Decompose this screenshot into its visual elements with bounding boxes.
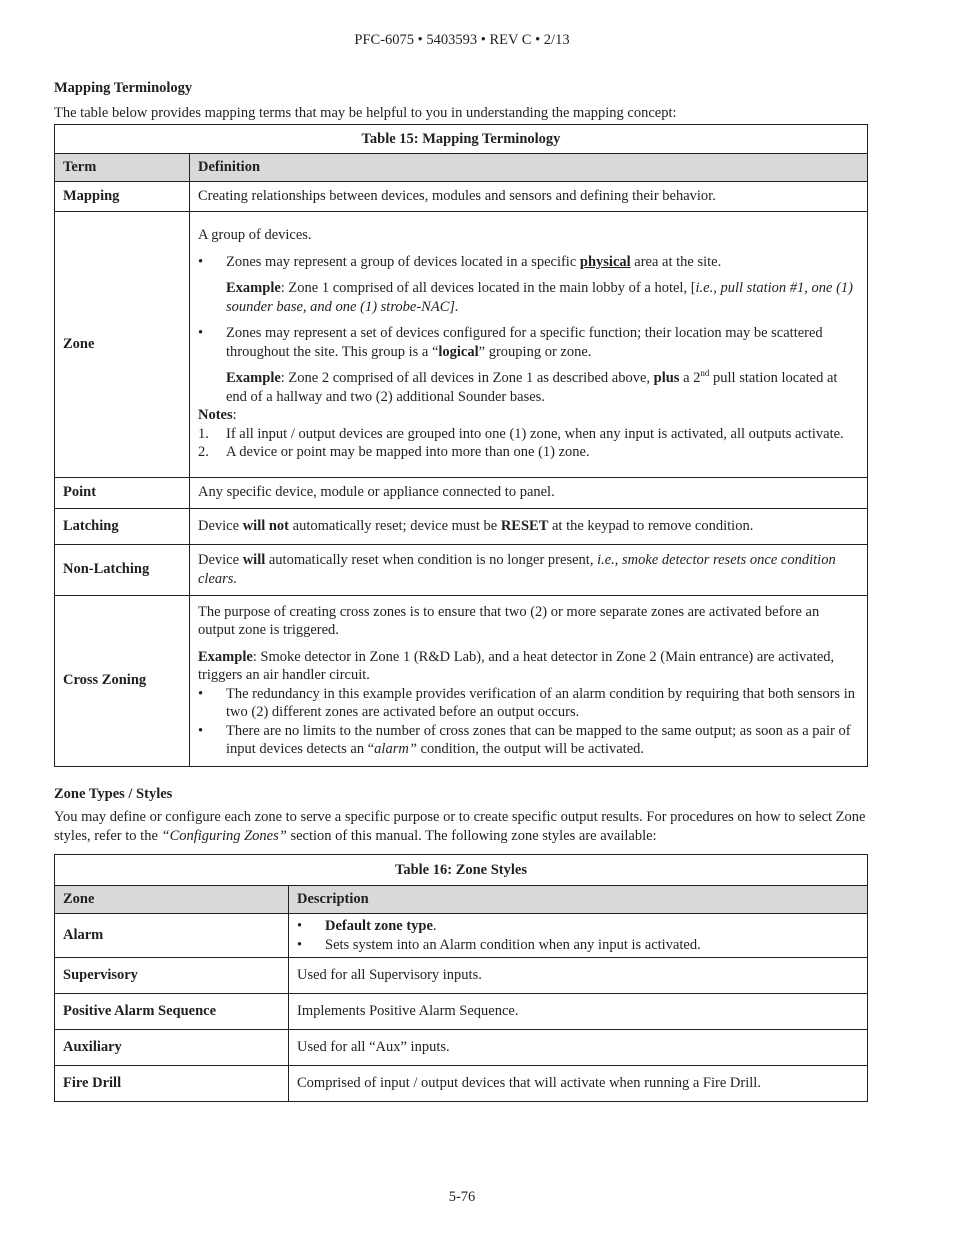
bullet-icon: • xyxy=(198,325,204,342)
table-row-zone xyxy=(55,211,868,477)
zone-alarm: Alarm xyxy=(55,914,289,958)
page-number: 5-76 xyxy=(448,1189,476,1205)
bullet-icon: • xyxy=(198,722,204,739)
table-row-non-latching xyxy=(55,544,868,595)
table-row-latching xyxy=(55,508,868,544)
column-header-zone: Zone xyxy=(55,886,289,914)
table-row-mapping xyxy=(55,182,868,212)
definition-zone xyxy=(190,211,868,477)
cross-zoning-bullet-redundancy: • The redundancy in this example provides verification of an alarm condition by requiring that both sensors in two (2) different zones are activated before an output occurs. xyxy=(198,685,855,720)
table-row-cross-zoning xyxy=(55,595,868,766)
zone-supervisory: Supervisory xyxy=(55,958,289,994)
zone-styles-intro: You may define or configure each zone to serve a specific purpose or to create specific output results. For procedures on how to select Zone styles, refer to the “Configuring Zones” section of this manual. The following zone styles are available: xyxy=(54,809,866,844)
definition-point: Any specific device, module or appliance connected to panel. xyxy=(190,477,868,508)
zone-auxiliary: Auxiliary xyxy=(55,1030,289,1066)
zone-example-2: Example: Zone 2 comprised of all devices in Zone 1 as described above, plus a 2nd pull station located at end of a hallway and two (2) additional Sounder bases. xyxy=(226,368,838,405)
bullet-icon: • xyxy=(198,685,204,702)
term-latching: Latching xyxy=(55,508,190,544)
table-row-auxiliary xyxy=(55,1030,868,1066)
cross-zoning-purpose: The purpose of creating cross zones is to ensure that two (2) or more separate zones are activated before an output zone is triggered. xyxy=(198,603,820,638)
zone-note-1: 1. If all input / output devices are grouped into one (1) zone, when any input is activated, all outputs activate. xyxy=(198,425,844,442)
definition-cross-zoning xyxy=(190,595,868,766)
zone-lead: A group of devices. xyxy=(198,227,312,244)
term-mapping: Mapping xyxy=(55,182,190,212)
page-header: PFC-6075 • 5403593 • REV C • 2/13 xyxy=(354,32,570,48)
definition-non-latching: Device will automatically reset when condition is no longer present, i.e., smoke detector resets once condition clears. xyxy=(190,544,868,595)
zone-bullet-physical: • Zones may represent a group of devices located in a specific physical area at the site. xyxy=(198,253,722,270)
mapping-terminology-table xyxy=(54,124,868,767)
term-non-latching: Non-Latching xyxy=(55,544,190,595)
column-header-term: Term xyxy=(55,154,190,182)
column-header-description: Description xyxy=(289,886,868,914)
table-row-positive-alarm-sequence xyxy=(55,994,868,1030)
definition-mapping: Creating relationships between devices, modules and sensors and defining their behavior. xyxy=(190,182,868,212)
table-row-supervisory xyxy=(55,958,868,994)
zone-fire-drill: Fire Drill xyxy=(55,1066,289,1102)
term-zone: Zone xyxy=(55,211,190,477)
zone-types-heading: Zone Types / Styles xyxy=(54,786,173,802)
zone-example-1: Example: Zone 1 comprised of all devices located in the main lobby of a hotel, [i.e., pull station #1, one (1) sounder base, and one (1) strobe-NAC]. xyxy=(226,280,853,315)
description-positive-alarm-sequence: Implements Positive Alarm Sequence. xyxy=(289,994,868,1030)
table-row-fire-drill xyxy=(55,1066,868,1102)
column-header-definition: Definition xyxy=(190,154,868,182)
term-cross-zoning: Cross Zoning xyxy=(55,595,190,766)
zone-positive-alarm-sequence: Positive Alarm Sequence xyxy=(55,994,289,1030)
description-auxiliary: Used for all “Aux” inputs. xyxy=(289,1030,868,1066)
zone-note-2: 2. A device or point may be mapped into more than one (1) zone. xyxy=(198,444,590,461)
zone-styles-table xyxy=(54,854,868,1102)
bullet-icon: • xyxy=(297,918,303,934)
description-fire-drill: Comprised of input / output devices that will activate when running a Fire Drill. xyxy=(289,1066,868,1102)
mapping-terminology-heading: Mapping Terminology xyxy=(54,80,193,96)
bullet-icon: • xyxy=(297,936,303,953)
definition-latching: Device will not automatically reset; device must be RESET at the keypad to remove condition. xyxy=(190,508,868,544)
table-16-title: Table 16: Zone Styles xyxy=(55,855,868,886)
table-row-alarm xyxy=(55,914,868,958)
cross-zoning-example: Example: Smoke detector in Zone 1 (R&D Lab), and a heat detector in Zone 2 (Main entrance) are activated, triggers an air handler circuit. xyxy=(198,648,835,683)
zone-notes-label: Notes: xyxy=(198,407,237,424)
bullet-icon: • xyxy=(198,253,204,270)
table-row-point xyxy=(55,477,868,508)
description-alarm: • Default zone type. • Sets system into an Alarm condition when any input is activated. xyxy=(289,914,868,958)
table-15-title: Table 15: Mapping Terminology xyxy=(55,125,868,154)
description-supervisory: Used for all Supervisory inputs. xyxy=(289,958,868,994)
term-point: Point xyxy=(55,477,190,508)
cross-zoning-bullet-limits: • There are no limits to the number of cross zones that can be mapped to the same output; as soon as a pair of input devices detects an “alarm” condition, the output will be activated. xyxy=(198,722,851,757)
zone-bullet-logical: • Zones may represent a set of devices configured for a specific function; their location may be scattered throughout the site. This group is a “logical” grouping or zone. xyxy=(198,325,823,360)
mapping-intro: The table below provides mapping terms that may be helpful to you in understanding the mapping concept: xyxy=(54,105,677,121)
